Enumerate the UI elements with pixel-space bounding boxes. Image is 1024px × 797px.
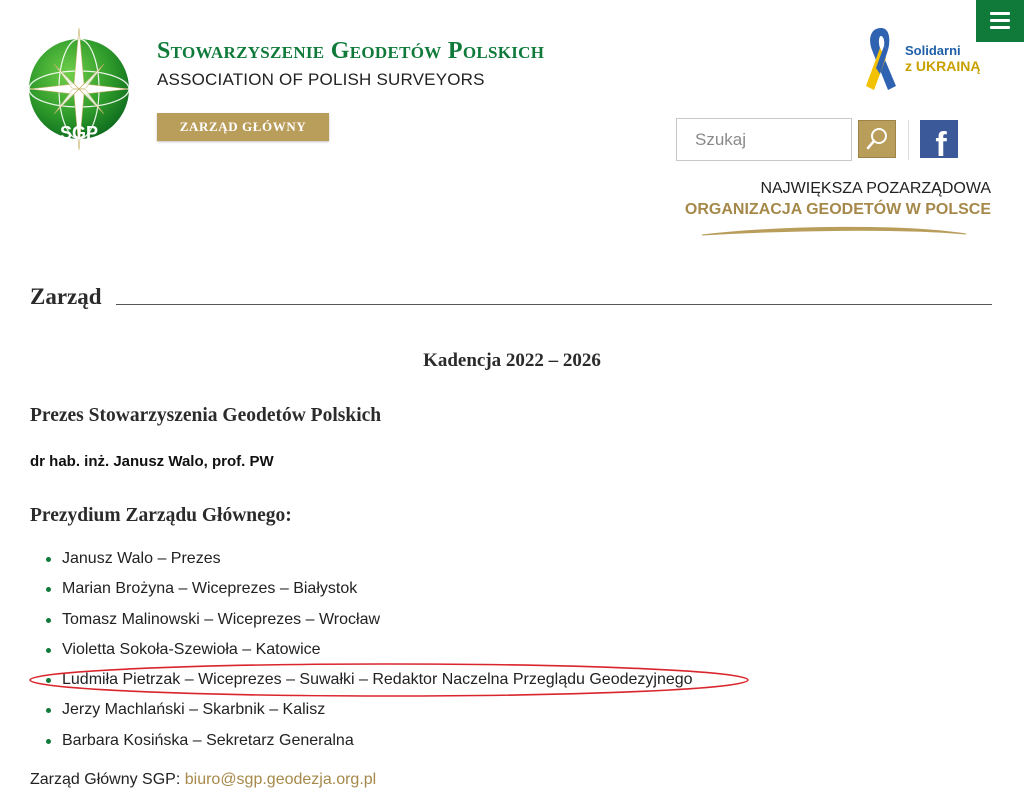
main-board-button[interactable]: ZARZĄD GŁÓWNY	[157, 113, 329, 141]
page-title: Zarząd	[30, 284, 102, 309]
org-subtitle: ASSOCIATION OF POLISH SURVEYORS	[157, 70, 485, 89]
bullet-icon	[46, 678, 51, 683]
presidium-list	[30, 544, 693, 756]
bullet-icon	[46, 708, 51, 713]
president-heading: Prezes Stowarzyszenia Geodetów Polskich	[30, 405, 382, 426]
tagline-line1: NAJWIĘKSZA POZARZĄDOWA	[760, 180, 991, 197]
bullet-icon	[46, 587, 51, 592]
list-item: Barbara Kosińska – Sekretarz Generalna	[30, 726, 693, 756]
solidarity-line2: z UKRAINĄ	[905, 58, 981, 74]
title-rule	[116, 304, 992, 305]
logo-text: SGP	[59, 123, 99, 143]
list-item: Tomasz Malinowski – Wiceprezes – Wrocław	[30, 605, 693, 635]
solidarity-line1: Solidarni	[905, 43, 961, 58]
list-item: Violetta Sokoła-Szewioła – Katowice	[30, 635, 693, 665]
tagline-swoosh	[700, 222, 970, 238]
svg-text:f: f	[935, 126, 947, 158]
bullet-icon	[46, 557, 51, 562]
search-button[interactable]	[858, 120, 896, 158]
header-divider	[908, 120, 909, 160]
contact-line	[30, 771, 376, 789]
sgp-logo[interactable]	[28, 28, 130, 150]
facebook-button[interactable]	[920, 120, 958, 158]
list-item: Marian Brożyna – Wiceprezes – Białystok	[30, 574, 693, 604]
contact-label: Zarząd Główny SGP:	[30, 771, 181, 788]
presidium-heading: Prezydium Zarządu Głównego:	[30, 505, 292, 526]
list-item: Jerzy Machlański – Skarbnik – Kalisz	[30, 695, 693, 725]
list-item: Ludmiła Pietrzak – Wiceprezes – Suwałki – Redaktor Naczelna Przeglądu Geodezyjnego	[30, 665, 693, 695]
bullet-icon	[46, 648, 51, 653]
term-heading: Kadencja 2022 – 2026	[423, 350, 601, 371]
menu-button[interactable]	[976, 0, 1024, 42]
bullet-icon	[46, 739, 51, 744]
bullet-icon	[46, 618, 51, 623]
list-item: Janusz Walo – Prezes	[30, 544, 693, 574]
ukraine-ribbon-icon[interactable]	[858, 24, 904, 96]
contact-email-link[interactable]: biuro@sgp.geodezja.org.pl	[184, 771, 377, 788]
search-input[interactable]	[676, 118, 852, 161]
tagline-line2: ORGANIZACJA GEODETÓW W POLSCE	[684, 201, 991, 218]
president-name: dr hab. inż. Janusz Walo, prof. PW	[30, 453, 274, 470]
org-name: Stowarzyszenie Geodetów Polskich	[157, 38, 545, 64]
facebook-icon	[920, 120, 958, 158]
search-icon	[859, 121, 895, 157]
